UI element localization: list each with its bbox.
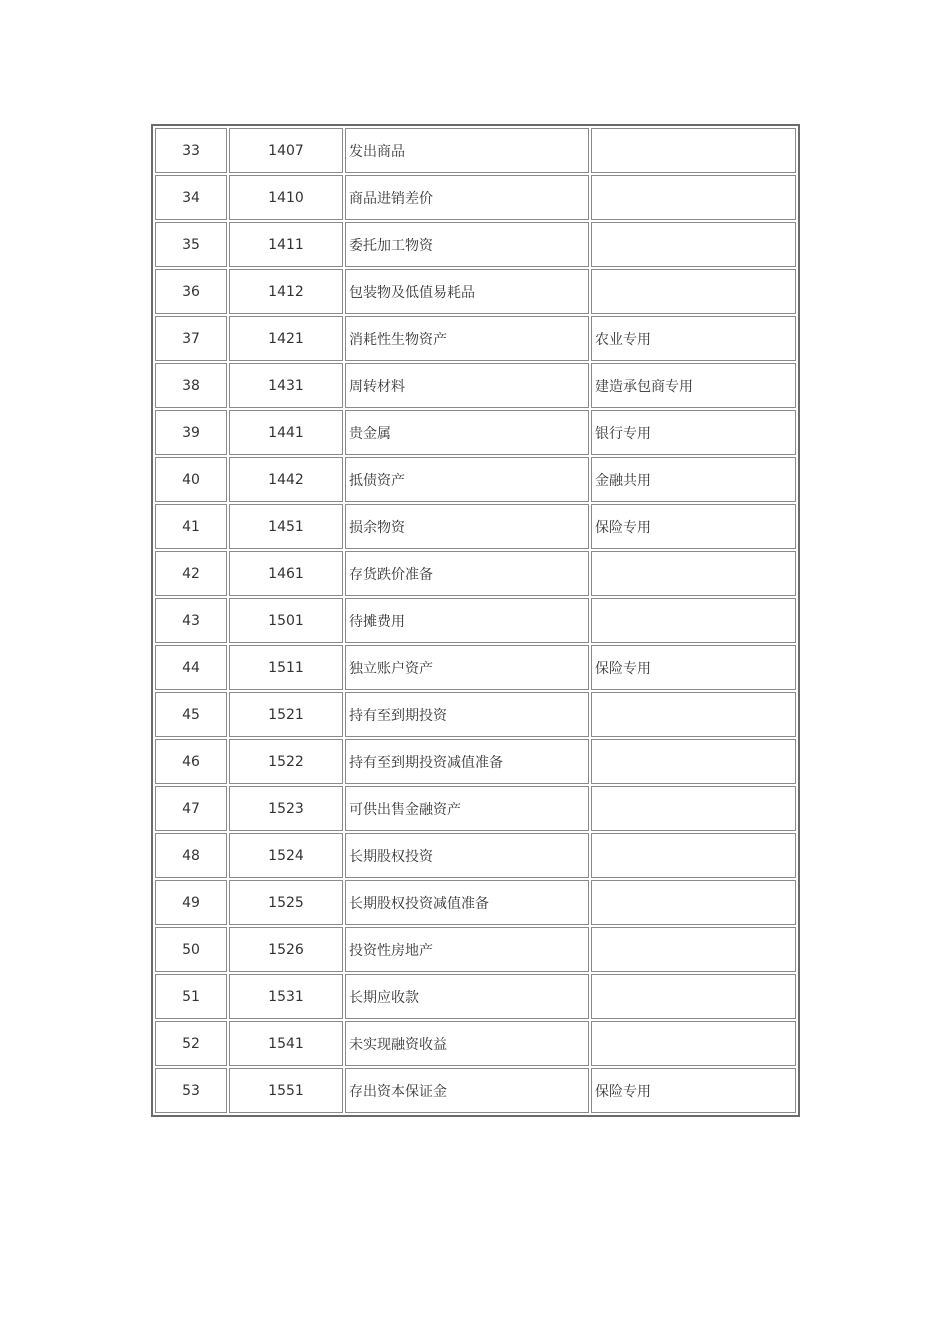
row-number-cell: 39 [155, 410, 227, 455]
remark-cell [591, 786, 796, 831]
account-code-cell: 1442 [229, 457, 343, 502]
accounts-table [153, 126, 798, 1115]
remark-cell [591, 974, 796, 1019]
table-row [155, 974, 796, 1019]
row-number-cell: 38 [155, 363, 227, 408]
account-code-cell: 1524 [229, 833, 343, 878]
table-row [155, 175, 796, 220]
account-name-cell: 损余物资 [345, 504, 589, 549]
account-code-cell: 1531 [229, 974, 343, 1019]
remark-cell [591, 692, 796, 737]
table-row [155, 645, 796, 690]
table-row [155, 692, 796, 737]
account-name-cell: 消耗性生物资产 [345, 316, 589, 361]
remark-cell [591, 222, 796, 267]
accounts-table-body [155, 128, 796, 1113]
account-name-cell: 抵债资产 [345, 457, 589, 502]
row-number-cell: 33 [155, 128, 227, 173]
account-name-cell: 长期股权投资 [345, 833, 589, 878]
account-code-cell: 1421 [229, 316, 343, 361]
remark-cell: 保险专用 [591, 504, 796, 549]
account-code-cell: 1411 [229, 222, 343, 267]
remark-cell: 保险专用 [591, 1068, 796, 1113]
table-row [155, 927, 796, 972]
account-code-cell: 1526 [229, 927, 343, 972]
account-name-cell: 独立账户资产 [345, 645, 589, 690]
table-row [155, 880, 796, 925]
remark-cell [591, 739, 796, 784]
row-number-cell: 46 [155, 739, 227, 784]
remark-cell [591, 880, 796, 925]
account-code-cell: 1451 [229, 504, 343, 549]
remark-cell [591, 128, 796, 173]
account-name-cell: 委托加工物资 [345, 222, 589, 267]
table-row [155, 833, 796, 878]
account-name-cell: 商品进销差价 [345, 175, 589, 220]
account-name-cell: 周转材料 [345, 363, 589, 408]
row-number-cell: 43 [155, 598, 227, 643]
account-name-cell: 存出资本保证金 [345, 1068, 589, 1113]
account-name-cell: 待摊费用 [345, 598, 589, 643]
row-number-cell: 49 [155, 880, 227, 925]
account-name-cell: 长期应收款 [345, 974, 589, 1019]
row-number-cell: 53 [155, 1068, 227, 1113]
account-name-cell: 包装物及低值易耗品 [345, 269, 589, 314]
row-number-cell: 42 [155, 551, 227, 596]
table-row [155, 269, 796, 314]
remark-cell [591, 269, 796, 314]
account-code-cell: 1541 [229, 1021, 343, 1066]
row-number-cell: 47 [155, 786, 227, 831]
account-name-cell: 贵金属 [345, 410, 589, 455]
table-row [155, 363, 796, 408]
remark-cell: 建造承包商专用 [591, 363, 796, 408]
remark-cell: 农业专用 [591, 316, 796, 361]
table-row [155, 222, 796, 267]
table-row [155, 504, 796, 549]
table-row [155, 457, 796, 502]
table-row [155, 410, 796, 455]
account-name-cell: 存货跌价准备 [345, 551, 589, 596]
account-name-cell: 可供出售金融资产 [345, 786, 589, 831]
remark-cell [591, 175, 796, 220]
account-code-cell: 1523 [229, 786, 343, 831]
row-number-cell: 51 [155, 974, 227, 1019]
account-name-cell: 长期股权投资减值准备 [345, 880, 589, 925]
remark-cell: 金融共用 [591, 457, 796, 502]
remark-cell [591, 927, 796, 972]
table-row [155, 786, 796, 831]
row-number-cell: 40 [155, 457, 227, 502]
account-code-cell: 1501 [229, 598, 343, 643]
row-number-cell: 41 [155, 504, 227, 549]
account-code-cell: 1441 [229, 410, 343, 455]
account-code-cell: 1412 [229, 269, 343, 314]
account-code-cell: 1461 [229, 551, 343, 596]
row-number-cell: 37 [155, 316, 227, 361]
row-number-cell: 50 [155, 927, 227, 972]
remark-cell [591, 551, 796, 596]
account-name-cell: 持有至到期投资 [345, 692, 589, 737]
account-code-cell: 1410 [229, 175, 343, 220]
remark-cell [591, 598, 796, 643]
row-number-cell: 34 [155, 175, 227, 220]
row-number-cell: 48 [155, 833, 227, 878]
account-name-cell: 未实现融资收益 [345, 1021, 589, 1066]
row-number-cell: 45 [155, 692, 227, 737]
table-row [155, 1021, 796, 1066]
row-number-cell: 35 [155, 222, 227, 267]
account-code-cell: 1525 [229, 880, 343, 925]
remark-cell [591, 833, 796, 878]
table-row [155, 551, 796, 596]
row-number-cell: 36 [155, 269, 227, 314]
account-name-cell: 发出商品 [345, 128, 589, 173]
table-row [155, 128, 796, 173]
remark-cell: 银行专用 [591, 410, 796, 455]
table-row [155, 316, 796, 361]
account-name-cell: 持有至到期投资减值准备 [345, 739, 589, 784]
remark-cell [591, 1021, 796, 1066]
account-code-cell: 1431 [229, 363, 343, 408]
account-code-cell: 1522 [229, 739, 343, 784]
account-code-cell: 1407 [229, 128, 343, 173]
row-number-cell: 52 [155, 1021, 227, 1066]
table-row [155, 1068, 796, 1113]
row-number-cell: 44 [155, 645, 227, 690]
account-code-cell: 1521 [229, 692, 343, 737]
table-row [155, 598, 796, 643]
account-name-cell: 投资性房地产 [345, 927, 589, 972]
account-code-cell: 1511 [229, 645, 343, 690]
accounts-table-container [151, 124, 800, 1117]
table-row [155, 739, 796, 784]
account-code-cell: 1551 [229, 1068, 343, 1113]
remark-cell: 保险专用 [591, 645, 796, 690]
